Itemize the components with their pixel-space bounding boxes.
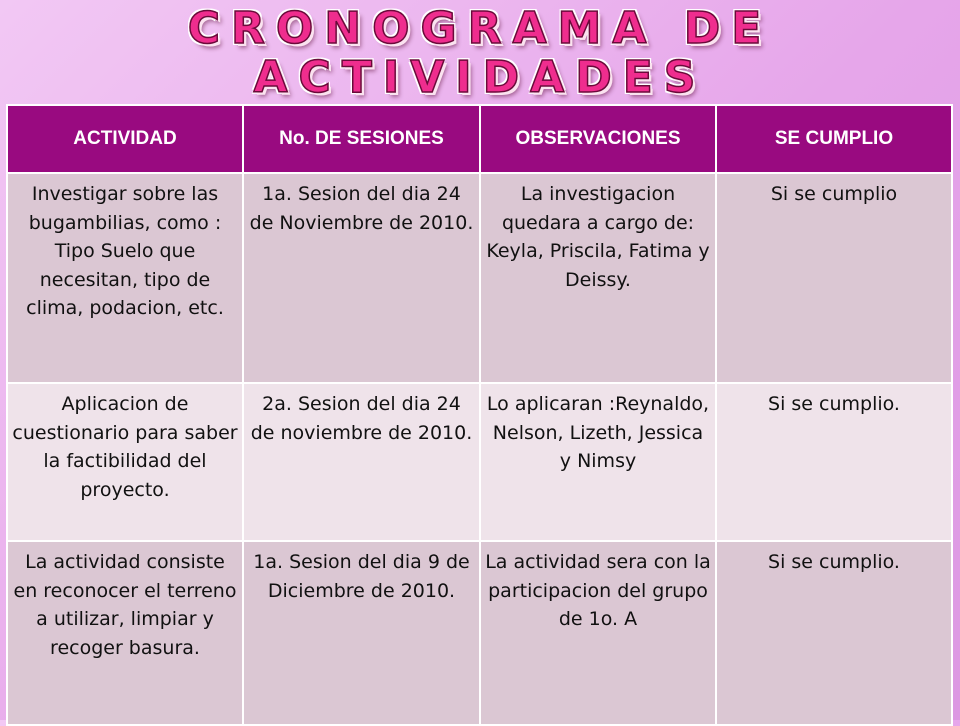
cell-observaciones — [480, 173, 716, 383]
cell-text: Si se cumplio. — [768, 551, 900, 573]
cell-text: La actividad sera con la participacion del grupo de 1o. A — [485, 551, 711, 630]
cell-cumplio — [716, 173, 952, 383]
title-line-1: CRONOGRAMA DE — [187, 3, 773, 54]
cell-text: Lo aplicaran :Reynaldo, Nelson, Lizeth, Jessica y Nimsy — [486, 393, 710, 472]
header-sesiones: No. DE SESIONES — [243, 105, 480, 173]
title-line-2: ACTIVIDADES — [253, 52, 707, 103]
cell-text: La actividad consiste en reconocer el terreno a utilizar, limpiar y recoger basura. — [13, 551, 237, 659]
table-header-row — [7, 105, 952, 173]
cell-cumplio — [716, 541, 952, 725]
cell-text: Si se cumplio. — [768, 393, 900, 415]
cell-actividad — [7, 541, 243, 725]
cell-text: Aplicacion de cuestionario para saber la factibilidad del proyecto. — [12, 393, 238, 501]
cell-text: 2a. Sesion del dia 24 de noviembre de 2010. — [250, 393, 473, 444]
header-actividad: ACTIVIDAD — [7, 105, 243, 173]
cell-cumplio — [716, 383, 952, 541]
table-row — [7, 383, 952, 541]
cell-text: Si se cumplio — [770, 183, 898, 205]
cell-text: 1a. Sesion del dia 24 de Noviembre de 2010. — [249, 183, 474, 234]
schedule-table — [6, 104, 953, 726]
cell-observaciones — [480, 541, 716, 725]
cell-text: 1a. Sesion del dia 9 de Diciembre de 2010. — [253, 551, 470, 602]
cell-sesiones — [243, 173, 480, 383]
cell-text: La investigacion quedara a cargo de: Keyla, Priscila, Fatima y Deissy. — [486, 183, 710, 291]
cell-text: Investigar sobre las bugambilias, como : Tipo Suelo que necesitan, tipo de clima, podacion, etc. — [26, 183, 224, 319]
cell-actividad — [7, 383, 243, 541]
page-title — [0, 0, 960, 104]
table-row — [7, 173, 952, 383]
cell-sesiones — [243, 541, 480, 725]
cell-sesiones — [243, 383, 480, 541]
cell-actividad — [7, 173, 243, 383]
header-cumplio: SE CUMPLIO — [716, 105, 952, 173]
cell-observaciones — [480, 383, 716, 541]
table-row — [7, 541, 952, 725]
header-observaciones: OBSERVACIONES — [480, 105, 716, 173]
